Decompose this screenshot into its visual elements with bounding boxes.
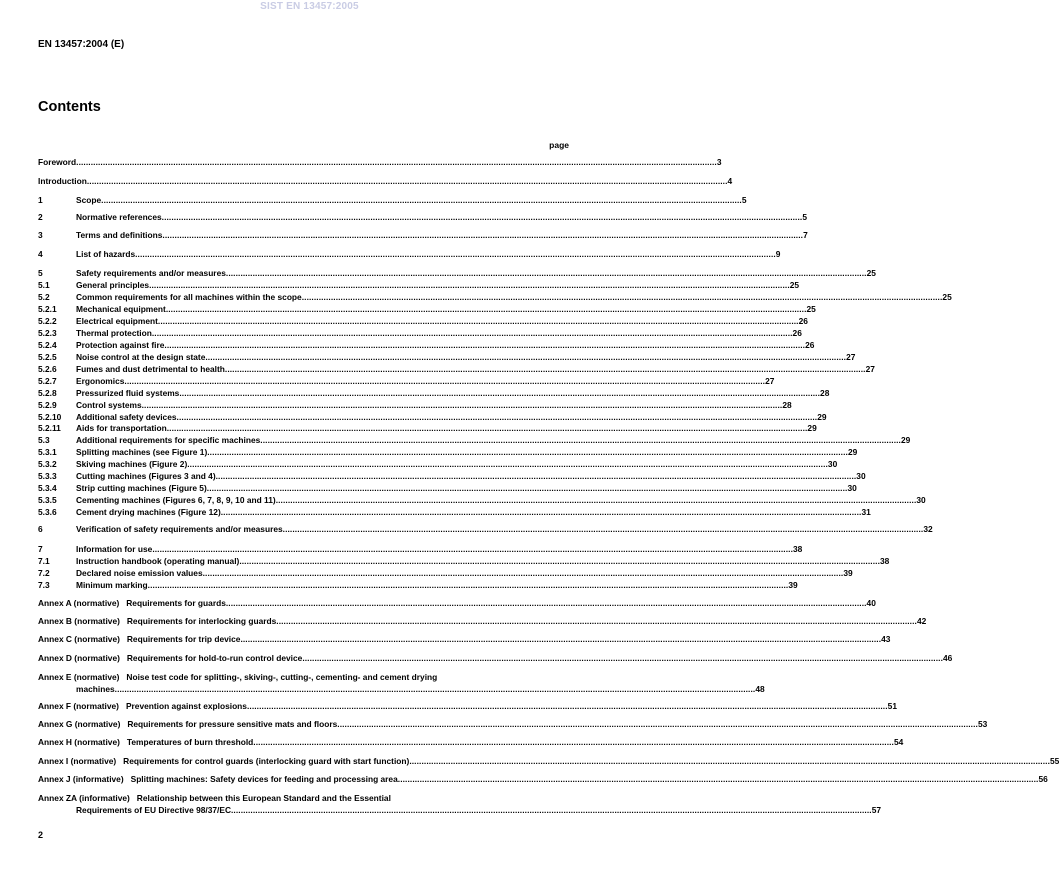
toc-entry-page: 30 — [847, 483, 857, 493]
toc-entry-title: Electrical equipment — [76, 316, 158, 326]
toc-entry-title: Thermal protection — [76, 328, 152, 338]
toc-entry[interactable] — [38, 435, 911, 446]
toc-entry-title: Annex D (normative) Requirements for hold-to-run control device — [38, 653, 303, 663]
toc-entry[interactable] — [38, 364, 875, 375]
toc-entry[interactable] — [38, 423, 817, 434]
toc-entry-title: Protection against fire — [76, 340, 165, 350]
toc-entry[interactable] — [38, 157, 722, 168]
toc-entry-page: 7 — [803, 230, 808, 240]
toc-entry[interactable] — [38, 400, 792, 411]
toc-entry-number: 6 — [38, 524, 43, 534]
toc-entry[interactable] — [38, 756, 1059, 767]
toc-entry-page: 56 — [1038, 774, 1048, 784]
dot-leader — [205, 352, 846, 363]
toc-entry-title: Verification of safety requirements and/or measures — [76, 524, 283, 534]
dot-leader — [115, 683, 756, 695]
toc-entry-title: Terms and definitions — [76, 230, 163, 240]
dot-leader — [260, 435, 901, 446]
toc-entry-title: Minimum marking — [76, 580, 148, 590]
dot-leader — [337, 719, 978, 730]
dot-leader — [152, 328, 793, 339]
toc-entry-title: Safety requirements and/or measures — [76, 268, 226, 278]
toc-entry-title: Skiving machines (Figure 2) — [76, 459, 188, 469]
toc-entry-page: 30 — [827, 459, 838, 469]
toc-entry-page: 57 — [871, 805, 882, 815]
toc-entry[interactable] — [38, 212, 808, 223]
toc-entry[interactable] — [38, 471, 866, 482]
dot-leader — [276, 616, 917, 627]
toc-entry-number: 5.2.8 — [38, 388, 57, 398]
toc-entry-page: 30 — [856, 471, 866, 481]
toc-entry-page: 3 — [716, 157, 722, 167]
dot-leader — [87, 176, 728, 187]
toc-entry[interactable] — [38, 671, 765, 695]
toc-entry[interactable] — [38, 280, 800, 291]
toc-entry-page: 4 — [727, 176, 733, 186]
contents-heading: Contents — [38, 99, 101, 115]
toc-entry-page: 27 — [846, 352, 856, 362]
toc-entry-page: 53 — [977, 719, 988, 729]
toc-entry-title: General principles — [76, 280, 150, 290]
toc-entry-page: 26 — [798, 316, 808, 326]
dot-leader — [239, 556, 880, 567]
toc-entry-page: 38 — [880, 556, 890, 566]
toc-entry-title-continued: machines — [76, 684, 115, 694]
toc-entry-page: 25 — [942, 292, 952, 302]
toc-entry-number: 5.3.1 — [38, 447, 57, 457]
toc-entry[interactable] — [38, 774, 1048, 785]
toc-entry-page: 28 — [820, 388, 830, 398]
toc-entry-number: 7 — [38, 544, 43, 554]
toc-entry-number: 5.2.11 — [38, 423, 61, 433]
toc-entry-number: 5.2.9 — [38, 400, 57, 410]
toc-entry[interactable] — [38, 495, 926, 506]
toc-entry-title: Noise control at the design state — [76, 352, 206, 362]
dot-leader — [187, 459, 828, 470]
toc-entry-page: 26 — [805, 340, 815, 350]
toc-entry-page: 38 — [793, 544, 803, 554]
dot-leader — [398, 774, 1039, 785]
toc-entry[interactable] — [38, 352, 856, 363]
toc-entry-title: Fumes and dust detrimental to health — [76, 364, 225, 374]
toc-entry-title-continued: Requirements of EU Directive 98/37/EC — [76, 805, 231, 815]
toc-entry[interactable] — [38, 376, 775, 387]
toc-entry-page: 25 — [789, 280, 800, 290]
dot-leader — [225, 364, 866, 375]
toc-entry[interactable] — [38, 447, 858, 458]
toc-entry-page: 29 — [817, 412, 827, 422]
dot-leader — [124, 376, 765, 387]
dot-leader — [203, 568, 844, 579]
dot-leader — [283, 524, 924, 535]
toc-entry-title: Aids for transportation — [76, 423, 167, 433]
toc-entry-page: 40 — [866, 598, 876, 608]
toc-entry[interactable] — [38, 340, 815, 351]
dot-leader — [302, 653, 943, 664]
dot-leader — [207, 447, 848, 458]
toc-entry[interactable] — [38, 230, 808, 241]
document-id: EN 13457:2004 (E) — [38, 39, 125, 50]
toc-entry-title: Annex E (normative) Noise test code for splitting-, skiving-, cutting-, cementing- and cement drying — [38, 672, 438, 682]
toc-entry-page: 5 — [741, 195, 747, 205]
toc-entry[interactable] — [38, 616, 927, 627]
toc-entry-number: 5.3.3 — [38, 471, 57, 481]
toc-entry-title: Mechanical equipment — [76, 304, 166, 314]
toc-entry-title: Pressurized fluid systems — [76, 388, 180, 398]
toc-entry-title: Annex G (normative) Requirements for pressure sensitive mats and floors — [38, 719, 338, 729]
dot-leader — [101, 195, 742, 206]
toc-entry[interactable] — [38, 304, 816, 315]
dot-leader — [240, 634, 881, 645]
toc-entry[interactable] — [38, 195, 747, 206]
dot-leader — [148, 580, 789, 591]
toc-entry-number: 5.2.6 — [38, 364, 57, 374]
toc-entry-title: Annex H (normative) Temperatures of burn threshold — [38, 737, 254, 747]
toc-entry-title: Annex F (normative) Prevention against explosions — [38, 701, 247, 711]
toc-entry-page: 29 — [847, 447, 858, 457]
toc-entry-page: 46 — [943, 653, 953, 663]
toc-entry[interactable] — [38, 544, 803, 555]
toc-entry-number: 5.3.2 — [38, 459, 57, 469]
dot-leader — [216, 471, 857, 482]
toc-entry[interactable] — [38, 459, 838, 470]
toc-entry[interactable] — [38, 737, 904, 748]
toc-entry[interactable] — [38, 507, 871, 518]
dot-leader — [158, 316, 799, 327]
toc-entry-title: Information for use — [76, 544, 153, 554]
toc-entry[interactable] — [38, 653, 953, 664]
toc-entry-title: Annex I (normative) Requirements for control guards (interlocking guard with start function) — [38, 756, 410, 766]
toc-entry-title: Strip cutting machines (Figure 5) — [76, 483, 207, 493]
toc-entry-page: 30 — [916, 495, 926, 505]
dot-leader — [177, 412, 818, 423]
toc-entry-page: 42 — [916, 616, 927, 626]
dot-leader — [149, 280, 790, 291]
toc-entry-page: 26 — [792, 328, 802, 338]
toc-entry-title: Introduction — [38, 176, 87, 186]
toc-entry-number: 7.3 — [38, 580, 50, 590]
toc-entry-title: Scope — [76, 195, 102, 205]
toc-entry-page: 43 — [881, 634, 891, 644]
toc-entry-number: 3 — [38, 230, 43, 240]
toc-entry-page: 32 — [923, 524, 933, 534]
toc-entry-number: 5.2.10 — [38, 412, 62, 422]
dot-leader — [167, 423, 808, 434]
toc-entry-title: List of hazards — [76, 249, 136, 259]
watermark: SIST EN 13457:2005 — [260, 1, 359, 12]
toc-entry-number: 5.2.2 — [38, 316, 57, 326]
toc-entry-page: 55 — [1050, 756, 1059, 766]
toc-entry-number: 5.1 — [38, 280, 50, 290]
toc-entry[interactable] — [38, 580, 798, 591]
toc-entry-number: 5.2.7 — [38, 376, 57, 386]
toc-entry-title: Annex C (normative) Requirements for trip device — [38, 634, 241, 644]
toc-entry-number: 5.2.5 — [38, 352, 57, 362]
toc-entry-title: Control systems — [76, 400, 142, 410]
toc-entry-title: Foreword — [38, 157, 77, 167]
toc-entry[interactable] — [38, 792, 882, 816]
toc-entry-number: 5.2.3 — [38, 328, 57, 338]
toc-entry-number: 5.3.6 — [38, 507, 57, 517]
toc-entry[interactable] — [38, 524, 933, 535]
toc-entry-page: 39 — [843, 568, 853, 578]
dot-leader — [226, 598, 867, 609]
toc-entry-page: 29 — [807, 423, 817, 433]
toc-entry[interactable] — [38, 412, 827, 423]
toc-entry-number: 5.2 — [38, 292, 50, 302]
toc-entry-title: Splitting machines (see Figure 1) — [76, 447, 208, 457]
dot-leader — [76, 157, 717, 168]
dot-leader — [142, 400, 783, 411]
toc-entry-number: 7.2 — [38, 568, 50, 578]
page-column-label: page — [549, 140, 569, 150]
toc-entry-page: 28 — [782, 400, 792, 410]
toc-entry-page: 31 — [861, 507, 871, 517]
toc-entry-number: 2 — [38, 212, 43, 222]
dot-leader — [276, 495, 917, 506]
toc-entry[interactable] — [38, 701, 897, 712]
dot-leader — [179, 388, 820, 399]
toc-entry-title: Annex B (normative) Requirements for interlocking guards — [38, 616, 277, 626]
toc-entry-page: 9 — [775, 249, 781, 259]
toc-entry-page: 51 — [887, 701, 897, 711]
toc-entry[interactable] — [38, 249, 781, 260]
toc-entry-title: Cement drying machines (Figure 12) — [76, 507, 221, 517]
toc-entry-title: Cutting machines (Figures 3 and 4) — [76, 471, 216, 481]
toc-entry-number: 5.2.4 — [38, 340, 57, 350]
toc-entry-number: 1 — [38, 195, 43, 205]
dot-leader — [302, 292, 943, 303]
toc-entry[interactable] — [38, 268, 876, 279]
toc-entry-title: Declared noise emission values — [76, 568, 203, 578]
toc-entry-title: Annex A (normative) Requirements for guards — [38, 598, 226, 608]
toc-entry-title: Additional requirements for specific machines — [76, 435, 261, 445]
toc-entry-page: 5 — [802, 212, 808, 222]
toc-entry-title: Additional safety devices — [76, 412, 177, 422]
page-number: 2 — [38, 830, 44, 840]
toc-entry-page: 48 — [755, 684, 765, 694]
dot-leader — [247, 701, 888, 712]
toc-entry[interactable] — [38, 634, 891, 645]
toc-entry[interactable] — [38, 483, 857, 494]
toc-entry-page: 39 — [788, 580, 798, 590]
dot-leader — [162, 230, 803, 241]
dot-leader — [164, 340, 805, 351]
toc-entry-number: 5 — [38, 268, 43, 278]
toc-entry[interactable] — [38, 316, 808, 327]
dot-leader — [226, 268, 867, 279]
toc-entry-page: 29 — [900, 435, 911, 445]
toc-entry-title: Common requirements for all machines within the scope — [76, 292, 302, 302]
toc-entry[interactable] — [38, 719, 988, 730]
dot-leader — [207, 483, 848, 494]
toc-entry-page: 25 — [866, 268, 876, 278]
dot-leader — [253, 737, 894, 748]
dot-leader — [162, 212, 803, 223]
dot-leader — [152, 544, 793, 555]
toc-entry-title: Annex ZA (informative) Relationship between this European Standard and the Essential — [38, 793, 391, 803]
toc-entry[interactable] — [38, 598, 876, 609]
dot-leader — [221, 507, 862, 518]
toc-entry-title: Ergonomics — [76, 376, 125, 386]
toc-entry-number: 5.3.4 — [38, 483, 57, 493]
toc-entry-number: 5.2.1 — [38, 304, 57, 314]
toc-entry-page: 27 — [865, 364, 875, 374]
toc-entry-title: Cementing machines (Figures 6, 7, 8, 9, 10 and 11) — [76, 495, 276, 505]
dot-leader — [135, 249, 776, 260]
toc-entry-number: 4 — [38, 249, 43, 259]
toc-entry[interactable] — [38, 388, 830, 399]
toc-entry-page: 27 — [765, 376, 775, 386]
toc-entry[interactable] — [38, 176, 733, 187]
toc-entry-number: 5.3 — [38, 435, 50, 445]
dot-leader — [231, 804, 872, 816]
toc-entry[interactable] — [38, 556, 890, 567]
dot-leader — [409, 756, 1050, 767]
toc-entry[interactable] — [38, 328, 802, 339]
toc-entry-title: Normative references — [76, 212, 162, 222]
toc-entry-title: Annex J (informative) Splitting machines: Safety devices for feeding and processing area — [38, 774, 398, 784]
toc-entry-number: 7.1 — [38, 556, 50, 566]
toc-entry-page: 25 — [806, 304, 816, 314]
toc-entry-title: Instruction handbook (operating manual) — [76, 556, 240, 566]
toc-entry-page: 54 — [893, 737, 904, 747]
toc-entry-number: 5.3.5 — [38, 495, 57, 505]
dot-leader — [166, 304, 807, 315]
toc-entry[interactable] — [38, 292, 952, 303]
toc-entry[interactable] — [38, 568, 853, 579]
